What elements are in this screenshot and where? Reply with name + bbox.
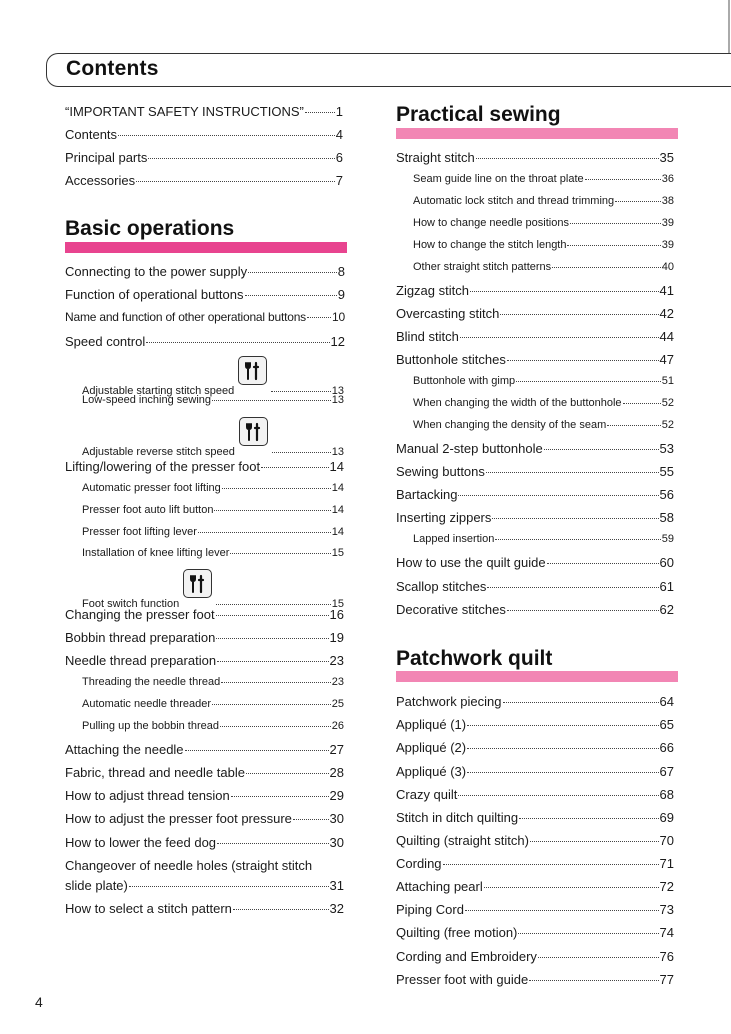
toc-entry[interactable]	[396, 740, 674, 755]
leader-dots	[458, 495, 658, 496]
section-title-patchwork: Patchwork quilt	[396, 647, 553, 670]
toc-entry-label: Cording and Embroidery	[396, 949, 537, 964]
toc-entry[interactable]	[65, 878, 344, 893]
leader-dots	[231, 796, 329, 797]
toc-entry-label: Seam guide line on the throat plate	[413, 173, 584, 185]
toc-entry-label: Sewing buttons	[396, 464, 485, 479]
toc-entry[interactable]	[396, 787, 674, 802]
toc-entry-page: 32	[329, 901, 344, 916]
leader-dots	[129, 886, 329, 887]
toc-entry[interactable]	[396, 902, 674, 917]
toc-entry-page: 35	[659, 150, 674, 165]
toc-entry[interactable]	[65, 765, 344, 780]
leader-dots	[230, 553, 330, 554]
leader-dots	[607, 425, 661, 426]
toc-entry-page: 69	[659, 810, 674, 825]
toc-entry[interactable]	[396, 150, 674, 165]
toc-entry-label: Stitch in ditch quilting	[396, 810, 519, 825]
toc-entry-label: How to change needle positions	[413, 217, 569, 229]
leader-dots	[516, 381, 661, 382]
toc-entry-label: Attaching pearl	[396, 879, 483, 894]
leader-dots	[623, 403, 661, 404]
toc-entry-label: How to adjust thread tension	[65, 788, 230, 803]
leader-dots	[118, 135, 335, 136]
toc-entry-page: 77	[659, 972, 674, 987]
toc-entry-page: 23	[329, 653, 344, 668]
toc-entry[interactable]	[396, 810, 674, 825]
toc-entry[interactable]	[65, 459, 344, 474]
toc-entry-label: Automatic lock stitch and thread trimming	[413, 195, 615, 207]
toc-entry-page: 55	[659, 464, 674, 479]
toc-subentry[interactable]	[82, 526, 344, 538]
toc-entry-label: Straight stitch	[396, 150, 475, 165]
toc-entry-label: Decorative stitches	[396, 602, 506, 617]
toc-entry[interactable]	[396, 579, 674, 594]
toc-entry[interactable]	[396, 925, 674, 940]
toc-entry-label: Automatic needle threader	[82, 698, 212, 710]
toc-subentry[interactable]	[82, 547, 344, 559]
toc-entry-page: 71	[659, 856, 674, 871]
toc-entry-page: 68	[659, 787, 674, 802]
toc-entry-label: “IMPORTANT SAFETY INSTRUCTIONS”	[65, 104, 304, 119]
leader-dots	[245, 295, 337, 296]
toc-entry-label: Zigzag stitch	[396, 283, 469, 298]
toc-entry-label: Adjustable reverse stitch speed	[82, 446, 235, 458]
toc-entry-page: 70	[659, 833, 674, 848]
toc-entry[interactable]	[396, 329, 674, 344]
leader-dots	[476, 158, 659, 159]
toc-entry-label: How to change the stitch length	[413, 239, 567, 251]
toc-entry-page: 64	[659, 694, 674, 709]
toc-entry-page: 30	[329, 811, 344, 826]
toc-entry-page: 16	[329, 607, 344, 622]
leader-dots	[271, 391, 330, 392]
toc-entry[interactable]	[65, 264, 345, 279]
toc-entry[interactable]	[396, 717, 674, 732]
toc-entry-page: 9	[337, 287, 345, 302]
toc-entry-page: 26	[331, 720, 344, 732]
toc-entry-label: Low-speed inching sewing	[82, 394, 212, 406]
leader-dots	[136, 181, 335, 182]
toc-entry-label: Appliqué (3)	[396, 764, 467, 779]
toc-entry-page: 1	[335, 104, 343, 119]
tools-icon	[183, 569, 212, 598]
toc-entry-page: 30	[329, 835, 344, 850]
leader-dots	[518, 933, 658, 934]
toc-subentry[interactable]	[82, 578, 344, 610]
toc-entry-page: 6	[335, 150, 343, 165]
toc-subentry[interactable]	[82, 394, 344, 406]
toc-entry-page: 51	[661, 375, 674, 387]
toc-subentry[interactable]	[413, 261, 674, 273]
toc-entry-label: Presser foot lifting lever	[82, 526, 197, 538]
toc-entry-page: 19	[329, 630, 344, 645]
leader-dots	[148, 158, 334, 159]
toc-entry[interactable]	[65, 104, 343, 119]
toc-entry[interactable]	[396, 487, 674, 502]
toc-entry-page: 62	[659, 602, 674, 617]
leader-dots	[261, 467, 328, 468]
toc-entry[interactable]	[65, 788, 344, 803]
toc-entry-label: Changing the presser foot	[65, 607, 215, 622]
leader-dots	[272, 452, 331, 453]
toc-entry-label: Foot switch function	[82, 598, 180, 610]
toc-entry-page: 39	[661, 239, 674, 251]
toc-subentry[interactable]	[413, 419, 674, 431]
toc-entry-label: Scallop stitches	[396, 579, 487, 594]
toc-entry-label: Presser foot with guide	[396, 972, 529, 987]
toc-entry[interactable]	[65, 127, 343, 142]
toc-entry-label: Accessories	[65, 173, 136, 188]
toc-entry-label: Patchwork piecing	[396, 694, 502, 709]
leader-dots	[552, 267, 661, 268]
toc-entry[interactable]	[65, 811, 344, 826]
leader-dots	[500, 314, 658, 315]
toc-entry[interactable]	[396, 352, 674, 367]
toc-entry[interactable]	[65, 630, 344, 645]
leader-dots	[216, 615, 329, 616]
toc-entry[interactable]	[396, 833, 674, 848]
leader-dots	[503, 702, 659, 703]
leader-dots	[214, 510, 330, 511]
leader-dots	[585, 179, 661, 180]
toc-subentry[interactable]	[413, 239, 674, 251]
toc-entry-page: 44	[659, 329, 674, 344]
toc-entry[interactable]	[396, 879, 674, 894]
leader-dots	[570, 223, 661, 224]
toc-subentry[interactable]	[413, 397, 674, 409]
leader-dots	[495, 539, 660, 540]
toc-entry-page: 13	[331, 446, 344, 458]
toc-subentry[interactable]	[413, 217, 674, 229]
toc-entry[interactable]	[396, 283, 674, 298]
toc-entry[interactable]	[396, 510, 674, 525]
toc-entry-page: 15	[331, 598, 344, 610]
toc-entry-page: 72	[659, 879, 674, 894]
toc-entry-label: Bartacking	[396, 487, 458, 502]
toc-entry-label: Bobbin thread preparation	[65, 630, 216, 645]
leader-dots	[519, 818, 658, 819]
section-bar	[65, 242, 347, 253]
toc-entry[interactable]	[65, 287, 345, 302]
toc-entry-label: Contents	[65, 127, 118, 142]
toc-entry-page: 58	[659, 510, 674, 525]
toc-entry[interactable]	[396, 764, 674, 779]
toc-entry-label: Function of operational buttons	[65, 287, 244, 302]
toc-entry[interactable]	[65, 150, 343, 165]
toc-subentry[interactable]	[82, 365, 344, 397]
leader-dots	[221, 682, 331, 683]
tools-icon	[238, 356, 267, 385]
leader-dots	[530, 841, 659, 842]
toc-entry-page: 65	[659, 717, 674, 732]
toc-entry-label: Crazy quilt	[396, 787, 458, 802]
toc-entry-page: 14	[329, 459, 344, 474]
toc-entry-page: 13	[331, 385, 344, 397]
toc-entry-label: Blind stitch	[396, 329, 459, 344]
toc-entry[interactable]	[396, 949, 674, 964]
toc-entry[interactable]	[65, 607, 344, 622]
toc-entry-label: How to use the quilt guide	[396, 555, 546, 570]
leader-dots	[615, 201, 661, 202]
toc-entry-label: Quilting (free motion)	[396, 925, 518, 940]
leader-dots	[246, 773, 329, 774]
toc-entry[interactable]	[396, 306, 674, 321]
toc-entry[interactable]	[396, 555, 674, 570]
toc-entry-page: 74	[659, 925, 674, 940]
toc-entry-label: Name and function of other operational buttons	[65, 310, 306, 324]
section-title-basic: Basic operations	[65, 217, 235, 240]
toc-entry-label: Lapped insertion	[413, 533, 495, 545]
toc-subentry[interactable]	[82, 426, 344, 458]
toc-entry-label: How to adjust the presser foot pressure	[65, 811, 292, 826]
leader-dots	[547, 563, 659, 564]
toc-entry-page: 42	[659, 306, 674, 321]
toc-entry-label: Principal parts	[65, 150, 148, 165]
toc-entry-page: 12	[330, 334, 345, 349]
leader-dots	[217, 843, 328, 844]
toc-entry-page: 31	[329, 878, 344, 893]
page-number: 4	[35, 994, 43, 1010]
toc-entry-page: 61	[659, 579, 674, 594]
toc-entry[interactable]	[396, 856, 674, 871]
leader-dots	[544, 449, 659, 450]
toc-entry[interactable]	[396, 464, 674, 479]
leader-dots	[467, 772, 658, 773]
toc-entry-page: 25	[331, 698, 344, 710]
toc-subentry[interactable]	[82, 504, 344, 516]
toc-entry-page: 14	[331, 526, 344, 538]
toc-entry-label: How to select a stitch pattern	[65, 901, 232, 916]
toc-entry-label: Buttonhole with gimp	[413, 375, 516, 387]
toc-entry-page: 15	[331, 547, 344, 559]
toc-entry-label: Quilting (straight stitch)	[396, 833, 529, 848]
toc-entry-page: 53	[659, 441, 674, 456]
toc-entry[interactable]	[65, 310, 345, 324]
toc-subentry[interactable]	[413, 173, 674, 185]
toc-entry[interactable]	[65, 653, 344, 668]
toc-entry-page: 59	[661, 533, 674, 545]
leader-dots	[470, 291, 659, 292]
toc-entry-label: Overcasting stitch	[396, 306, 500, 321]
toc-entry-page: 13	[331, 394, 344, 406]
toc-entry-label: Attaching the needle	[65, 742, 184, 757]
toc-entry-page: 52	[661, 397, 674, 409]
toc-entry[interactable]	[396, 441, 674, 456]
leader-dots	[567, 245, 660, 246]
toc-entry-label: Pulling up the bobbin thread	[82, 720, 219, 732]
toc-entry-page: 47	[659, 352, 674, 367]
toc-entry-label: Presser foot auto lift button	[82, 504, 214, 516]
leader-dots	[217, 661, 328, 662]
leader-dots	[233, 909, 329, 910]
leader-dots	[467, 748, 658, 749]
toc-entry-label: slide plate)	[65, 878, 128, 893]
toc-entry-label: Installation of knee lifting lever	[82, 547, 230, 559]
leader-dots	[212, 704, 331, 705]
toc-entry-label: Adjustable starting stitch speed	[82, 385, 235, 397]
toc-entry-page: 23	[331, 676, 344, 688]
toc-entry-label: Automatic presser foot lifting	[82, 482, 221, 494]
leader-dots	[216, 604, 331, 605]
leader-dots	[458, 795, 658, 796]
toc-subentry[interactable]	[82, 720, 344, 732]
tools-icon	[239, 417, 268, 446]
toc-entry-label: Piping Cord	[396, 902, 464, 917]
leader-dots	[465, 910, 659, 911]
toc-entry-label: Speed control	[65, 334, 146, 349]
toc-entry-label: Appliqué (1)	[396, 717, 467, 732]
leader-dots	[146, 342, 329, 343]
toc-entry[interactable]	[396, 694, 674, 709]
toc-entry-page: 36	[661, 173, 674, 185]
leader-dots	[222, 488, 331, 489]
toc-entry-label: Connecting to the power supply	[65, 264, 248, 279]
toc-entry-label: Cording	[396, 856, 442, 871]
leader-dots	[185, 750, 329, 751]
toc-entry-label: Inserting zippers	[396, 510, 492, 525]
leader-dots	[467, 725, 658, 726]
toc-entry-page: 56	[659, 487, 674, 502]
toc-entry-page: 39	[661, 217, 674, 229]
toc-subentry[interactable]	[413, 533, 674, 545]
leader-dots	[507, 610, 659, 611]
toc-entry-page: 60	[659, 555, 674, 570]
leader-dots	[507, 360, 659, 361]
leader-dots	[305, 112, 335, 113]
section-title-practical: Practical sewing	[396, 103, 561, 126]
toc-entry-page: 76	[659, 949, 674, 964]
leader-dots	[220, 726, 331, 727]
toc-entry-label: Needle thread preparation	[65, 653, 217, 668]
toc-entry-page: 73	[659, 902, 674, 917]
toc-entry-page: 41	[659, 283, 674, 298]
leader-dots	[538, 957, 659, 958]
leader-dots	[443, 864, 659, 865]
toc-entry-page: 10	[332, 310, 345, 324]
toc-entry-page: 40	[661, 261, 674, 273]
toc-entry-page: 66	[659, 740, 674, 755]
toc-entry-page: 29	[329, 788, 344, 803]
toc-entry-page: 8	[337, 264, 345, 279]
toc-entry-label: Buttonhole stitches	[396, 352, 506, 367]
toc-entry-page: 7	[335, 173, 343, 188]
toc-entry-page: 4	[335, 127, 343, 142]
toc-entry-page: 27	[329, 742, 344, 757]
toc-subentry[interactable]	[82, 482, 344, 494]
toc-entry[interactable]	[396, 972, 674, 987]
toc-entry-page: 38	[661, 195, 674, 207]
leader-dots	[198, 532, 331, 533]
toc-entry-label: Lifting/lowering of the presser foot	[65, 459, 261, 474]
leader-dots	[216, 638, 328, 639]
toc-entry[interactable]	[65, 835, 344, 850]
leader-dots	[307, 317, 331, 318]
toc-entry-label: Fabric, thread and needle table	[65, 765, 245, 780]
toc-entry-label: When changing the width of the buttonhole	[413, 397, 622, 409]
leader-dots	[492, 518, 658, 519]
leader-dots	[212, 400, 331, 401]
leader-dots	[484, 887, 659, 888]
toc-entry-page: 28	[329, 765, 344, 780]
toc-entry[interactable]	[65, 901, 344, 916]
toc-entry[interactable]	[65, 334, 345, 349]
section-bar	[396, 671, 678, 682]
toc-subentry[interactable]	[413, 375, 674, 387]
toc-entry-label: Threading the needle thread	[82, 676, 221, 688]
toc-entry-page: 67	[659, 764, 674, 779]
toc-entry-label: When changing the density of the seam	[413, 419, 607, 431]
leader-dots	[529, 980, 658, 981]
leader-dots	[460, 337, 659, 338]
leader-dots	[486, 472, 659, 473]
toc-entry-label: How to lower the feed dog	[65, 835, 217, 850]
toc-entry[interactable]	[396, 602, 674, 617]
page-title: Contents	[66, 57, 159, 80]
section-bar	[396, 128, 678, 139]
leader-dots	[248, 272, 337, 273]
toc-entry-page: 52	[661, 419, 674, 431]
toc-entry-page: 14	[331, 482, 344, 494]
toc-subentry[interactable]	[82, 676, 344, 688]
toc-entry-page: 14	[331, 504, 344, 516]
toc-entry[interactable]	[65, 742, 344, 757]
toc-entry-label[interactable]: Changeover of needle holes (straight stitch	[65, 858, 313, 873]
toc-entry-label: Appliqué (2)	[396, 740, 467, 755]
toc-subentry[interactable]	[413, 195, 674, 207]
leader-dots	[293, 819, 329, 820]
toc-entry-label: Manual 2-step buttonhole	[396, 441, 543, 456]
toc-entry[interactable]	[65, 173, 343, 188]
toc-subentry[interactable]	[82, 698, 344, 710]
leader-dots	[487, 587, 658, 588]
toc-entry-label: Other straight stitch patterns	[413, 261, 552, 273]
